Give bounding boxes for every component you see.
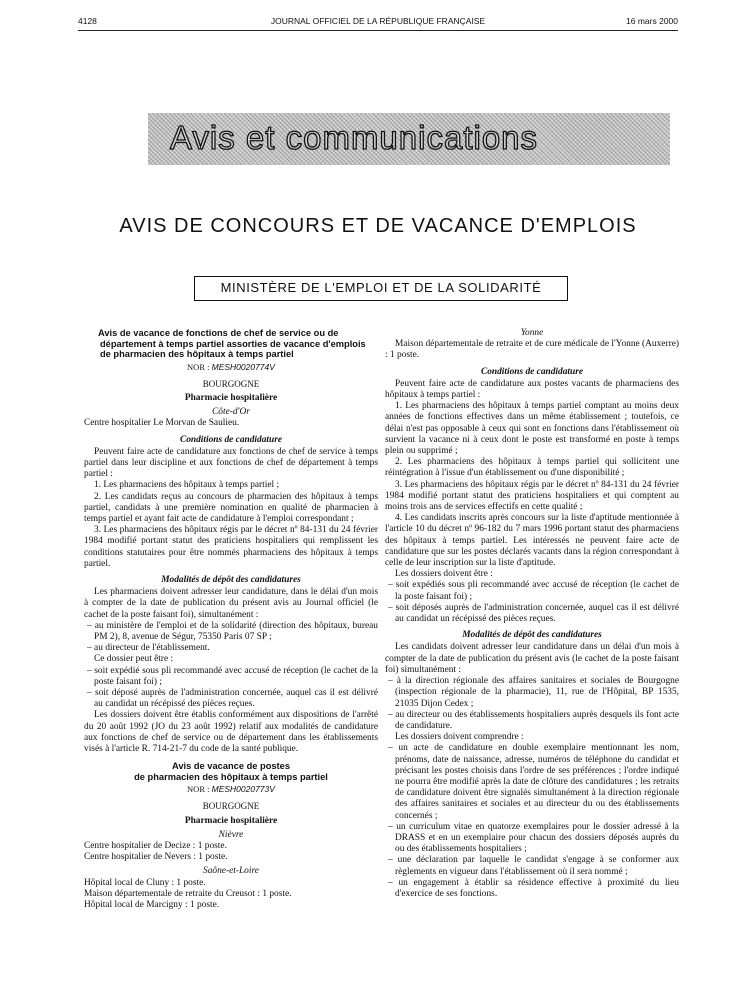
dash-item: – un curriculum vitae en quatorze exemplaires pour le dossier adressé à la DRASS et en un exemplaire pour chacun des dossiers déposés auprès du ou des établissements hospitaliers ; <box>388 821 679 855</box>
paragraph: Ce dossier peut être : <box>94 654 174 665</box>
paragraph: 2. Les candidats reçus au concours de pharmacien des hôpitaux à temps partiel, candidats à une première nomination en qualité de pharmacien à temps partiel et ayant fait acte de candidature à l'emploi correspondant ; <box>84 491 378 524</box>
paragraph: Les pharmaciens doivent adresser leur candidature, dans le délai d'un mois à compter de la date de publication du présent avis au Journal officiel (le cachet de la poste faisant foi), simultanément : <box>84 587 378 620</box>
hospital-line: Hôpital local de Marcigny : 1 poste. <box>84 900 220 911</box>
avis-title-line: de pharmacien des hôpitaux à temps partiel <box>134 771 328 782</box>
nor-reference <box>84 784 378 795</box>
left-column <box>84 328 378 911</box>
paragraph: Les dossiers doivent être établis conformément aux dispositions de l'arrêté du 20 août 1992 (JO du 23 août 1992) relatif aux modalités de candidature aux fonctions de chef de service ou de département dans les établissements visés à l'article R. 714-21-7 du code de la santé publique. <box>84 710 378 754</box>
dash-item: – un engagement à établir sa résidence effective à proximité du lieu d'exercice de ses fonctions. <box>388 877 679 899</box>
paragraph: Maison départementale de retraite et de cure médicale de l'Yonne (Auxerre) : 1 poste. <box>385 339 679 361</box>
dash-item: – soit déposés auprès de l'administration concernée, auquel cas il est délivré au candidat un récépissé des pièces reçues. <box>388 602 679 625</box>
specialty: Pharmacie hospitalière <box>184 392 278 403</box>
paragraph: 1. Les pharmaciens des hôpitaux à temps partiel comptant au moins deux années de fonctions effectives dans un même établissement ; toutefois, ce délai n'est pas opposable à ceux qui sont en fonctions dans l'établissement où survient la vacance ni à ceux dont le poste est transformé en poste à temps plein ou supprimé ; <box>385 401 679 457</box>
department: Nièvre <box>218 829 244 840</box>
department: Saône-et-Loire <box>203 866 259 877</box>
region: BOURGOGNE <box>202 378 260 389</box>
journal-title: JOURNAL OFFICIEL DE LA RÉPUBLIQUE FRANÇAISE <box>270 16 486 26</box>
banner-title: Avis et communications <box>170 119 539 156</box>
dash-item: – au directeur ou des établissements hospitaliers auprès desquels ils font acte de candidature. <box>388 709 679 731</box>
paragraph: 2. Les pharmaciens des hôpitaux à temps partiel qui sollicitent une réintégration à l'issue d'un établissement ou d'une disponibilité ; <box>385 457 679 479</box>
hospital-line: Centre hospitalier Le Morvan de Saulieu. <box>84 418 240 429</box>
paragraph: 3. Les pharmaciens des hôpitaux régis par le décret nº 84-131 du 24 février 1984 modifié portant statut des praticiens hospitaliers et qui comptent au moins trois ans de services effectifs en cette qualité ; <box>385 479 679 513</box>
section-title: Conditions de candidature <box>480 366 584 377</box>
issue-date: 16 mars 2000 <box>626 16 678 26</box>
paragraph: 1. Les pharmaciens des hôpitaux à temps partiel ; <box>94 480 280 491</box>
dash-item: – au directeur de l'établissement. <box>87 643 210 654</box>
nor-reference <box>84 362 378 373</box>
hospital-line: Maison départementale de retraite du Creusot : 1 poste. <box>84 888 292 899</box>
hospital-line: Centre hospitalier de Nevers : 1 poste. <box>84 852 228 863</box>
section-title: Modalités de dépôt des candidatures <box>462 630 602 641</box>
dash-item: – à la direction régionale des affaires sanitaires et sociales de Bourgogne (inspection régionale de la pharmacie), 11, rue de l'Hôpital, BP 1535, 21035 Dijon Cedex ; <box>388 676 679 709</box>
avis-title-line: Avis de vacance de postes <box>172 761 290 772</box>
dash-item: – un acte de candidature en double exemplaire mentionnant les nom, prénoms, date de naissance, adresse, numéros de téléphone du candidat et précisant les postes choisis dans l'ordre de ses préférences ; l'ordre indiqué ne pourra être modifié après la date de clôture des candidatures ; les retraits de candidature doivent être signalés simultanément à la direction régionale des affaires sanitaires et sociales et au directeur du ou des établissements concernés ; <box>388 743 679 821</box>
paragraph: 3. Les pharmaciens des hôpitaux régis par le décret nº 84-131 du 24 février 1984 modifié portant statut des praticiens hospitaliers qui remplissent les conditions statutaires pour être nommés pharmaciens des hôpitaux à temps partiel. <box>84 525 378 569</box>
paragraph: Les dossiers doivent être : <box>395 569 493 580</box>
section-title: Conditions de candidature <box>179 434 283 445</box>
right-column <box>385 328 679 900</box>
ministry-box: MINISTÈRE DE L'EMPLOI ET DE LA SOLIDARITÉ <box>194 276 568 301</box>
department: Côte-d'Or <box>212 407 250 418</box>
hospital-line: Centre hospitalier de Decize : 1 poste. <box>84 841 227 852</box>
paragraph: Les candidats doivent adresser leur candidature dans un délai d'un mois à compter de la date de publication du présent avis (le cachet de la poste faisant foi) simultanément : <box>385 642 679 675</box>
nor-label: NOR : <box>187 784 210 795</box>
dash-item: – soit expédié sous pli recommandé avec accusé de réception (le cachet de la poste faisant foi) ; <box>87 665 378 687</box>
section-title: Modalités de dépôt des candidatures <box>161 574 301 585</box>
dash-item: – soit déposé auprès de l'administration concernée, auquel cas il est délivré au candidat un récépissé des pièces reçues. <box>87 687 378 710</box>
paragraph: Peuvent faire acte de candidature aux fonctions de chef de service à temps partiel dans leur discipline et aux fonctions de chef de département à temps partiel : <box>84 446 378 480</box>
nor-code: MESH0020773V <box>211 784 275 795</box>
hospital-line: Hôpital local de Cluny : 1 poste. <box>84 877 206 888</box>
nor-label: NOR : <box>187 361 210 372</box>
dash-item: – une déclaration par laquelle le candidat s'engage à se conformer aux règlements en vigueur dans l'établissement où il sera nommé ; <box>388 855 679 877</box>
avis-title <box>84 761 378 782</box>
nor-code: MESH0020774V <box>211 361 275 372</box>
avis-title: Avis de vacance de fonctions de chef de service ou de département à temps partiel assorties de vacance d'emplois de pharmacien des hôpitaux à temps partiel <box>98 328 366 359</box>
department: Yonne <box>520 328 544 338</box>
section-banner <box>148 113 670 165</box>
page-number: 4128 <box>78 16 97 26</box>
paragraph: 4. Les candidats inscrits après concours sur la liste d'aptitude mentionnée à l'article 10 du décret nº 96-182 du 7 mars 1996 portant statut des pharmaciens des hôpitaux à temps partiel. Les intéressés ne peuvent faire acte de candidature que sur les postes déclarés vacants dans la région correspondant à celle de leur inscription sur la liste d'aptitude. <box>385 513 679 569</box>
specialty: Pharmacie hospitalière <box>184 815 278 826</box>
region: BOURGOGNE <box>202 801 260 812</box>
paragraph: Peuvent faire acte de candidature aux postes vacants de pharmaciens des hôpitaux à temps partiel : <box>385 378 679 401</box>
dash-item: – au ministère de l'emploi et de la solidarité (direction des hôpitaux, bureau PM 2), 8, avenue de Ségur, 75350 Paris 07 SP ; <box>87 620 378 642</box>
header-rule <box>78 30 678 31</box>
main-heading: AVIS DE CONCOURS ET DE VACANCE D'EMPLOIS <box>119 215 637 237</box>
paragraph: Les dossiers doivent comprendre : <box>395 732 524 743</box>
dash-item: – soit expédiés sous pli recommandé avec accusé de réception (le cachet de la poste faisant foi) ; <box>388 580 679 602</box>
